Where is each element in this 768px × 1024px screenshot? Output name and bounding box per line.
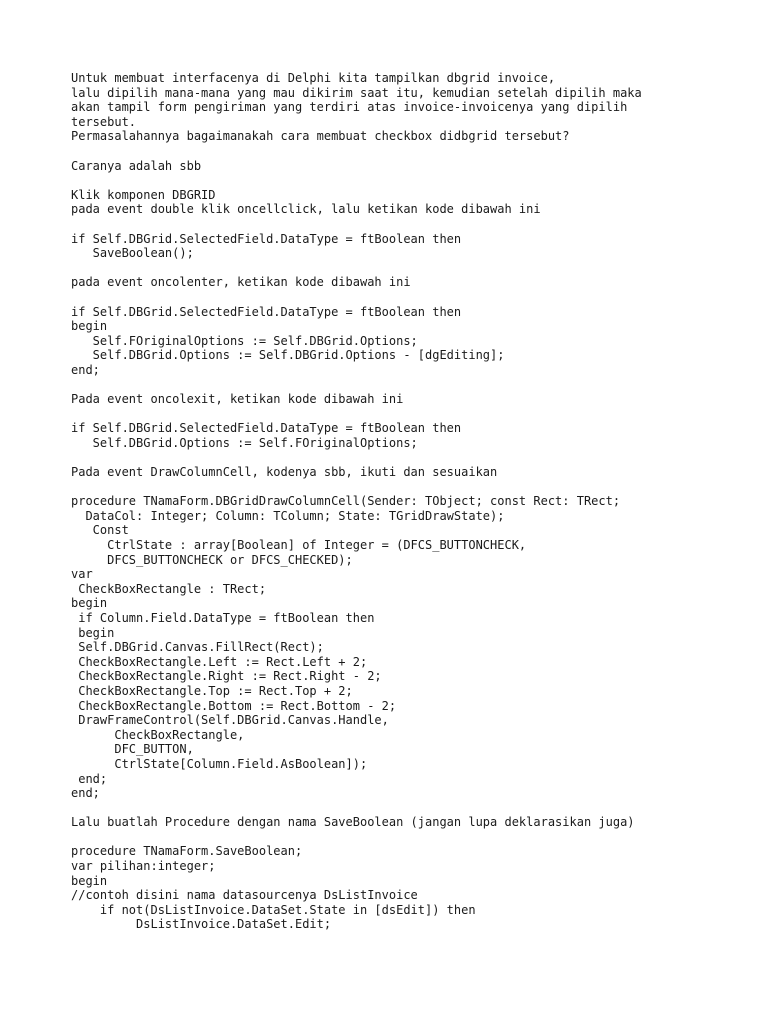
text-line: var — [71, 567, 93, 582]
text-line: Untuk membuat interfacenya di Delphi kita tampilkan dbgrid invoice, — [71, 71, 556, 85]
text-line: if not(DsListInvoice.DataSet.State in [dsEdit]) then — [71, 902, 476, 917]
text-line: if Self.DBGrid.SelectedField.DataType = ftBoolean then — [71, 421, 462, 436]
text-line: procedure TNamaForm.SaveBoolean; — [71, 844, 303, 859]
blank-line — [71, 173, 751, 188]
text-line: SaveBoolean(); — [71, 246, 194, 261]
text-line: end; — [71, 786, 100, 801]
text-line: CheckBoxRectangle.Top := Rect.Top + 2; — [71, 683, 353, 698]
text-line: CheckBoxRectangle.Right := Rect.Right - 2; — [71, 669, 382, 684]
text-line: CheckBoxRectangle : TRect; — [71, 581, 267, 596]
text-line: //contoh disini nama datasourcenya DsListInvoice — [71, 888, 418, 903]
text-line: Klik komponen DBGRID — [71, 187, 216, 202]
text-line: pada event oncolenter, ketikan kode dibawah ini — [71, 275, 411, 290]
text-line: akan tampil form pengiriman yang terdiri atas invoice-invoicenya yang dipilih — [71, 100, 628, 115]
text-line: CheckBoxRectangle, — [71, 727, 245, 742]
blank-line — [71, 480, 751, 495]
text-line: begin — [71, 873, 108, 888]
text-line: begin — [71, 596, 108, 611]
text-line: Const — [71, 523, 129, 538]
text-line: end; — [71, 362, 100, 377]
blank-line — [71, 144, 751, 159]
text-line: Pada event DrawColumnCell, kodenya sbb, ikuti dan sesuaikan — [71, 465, 498, 480]
blank-line — [71, 407, 751, 422]
blank-line — [71, 261, 751, 276]
text-line: Pada event oncolexit, ketikan kode dibawah ini — [71, 392, 404, 407]
text-line: tersebut. — [71, 114, 137, 129]
text-line: CheckBoxRectangle.Left := Rect.Left + 2; — [71, 654, 368, 669]
text-line: lalu dipilih mana-mana yang mau dikirim saat itu, kemudian setelah dipilih maka — [71, 85, 642, 100]
text-line: Self.DBGrid.Canvas.FillRect(Rect); — [71, 640, 324, 655]
text-line: DataCol: Integer; Column: TColumn; State: TGridDrawState); — [71, 508, 505, 523]
text-line: pada event double klik oncellclick, lalu ketikan kode dibawah ini — [71, 202, 541, 217]
text-line: DFC_BUTTON, — [71, 742, 194, 757]
text-line: procedure TNamaForm.DBGridDrawColumnCell(Sender: TObject; const Rect: TRect; — [71, 494, 621, 509]
text-line: Self.FOriginalOptions := Self.DBGrid.Options; — [71, 333, 418, 348]
text-line: Permasalahannya bagaimanakah cara membuat checkbox didbgrid tersebut? — [71, 129, 570, 144]
text-line: Lalu buatlah Procedure dengan nama SaveBoolean (jangan lupa deklarasikan juga) — [71, 815, 635, 830]
blank-line — [71, 830, 751, 845]
text-line: Caranya adalah sbb — [71, 158, 202, 173]
text-line: begin — [71, 625, 115, 640]
text-line: var pilihan:integer; — [71, 859, 216, 874]
text-line: CtrlState[Column.Field.AsBoolean]); — [71, 756, 368, 771]
text-line: DrawFrameControl(Self.DBGrid.Canvas.Handle, — [71, 713, 389, 728]
blank-line — [71, 801, 751, 816]
text-line: DsListInvoice.DataSet.Edit; — [71, 917, 332, 932]
text-line: begin — [71, 319, 108, 334]
blank-line — [71, 290, 751, 305]
text-line: if Column.Field.DataType = ftBoolean then — [71, 610, 375, 625]
blank-line — [71, 450, 751, 465]
text-line: DFCS_BUTTONCHECK or DFCS_CHECKED); — [71, 552, 353, 567]
blank-line — [71, 377, 751, 392]
blank-line — [71, 217, 751, 232]
text-line: if Self.DBGrid.SelectedField.DataType = ftBoolean then — [71, 304, 462, 319]
text-line: Self.DBGrid.Options := Self.FOriginalOptions; — [71, 435, 418, 450]
text-line: CtrlState : array[Boolean] of Integer = (DFCS_BUTTONCHECK, — [71, 538, 527, 552]
text-line: if Self.DBGrid.SelectedField.DataType = ftBoolean then — [71, 231, 462, 246]
text-line: Self.DBGrid.Options := Self.DBGrid.Options - [dgEditing]; — [71, 348, 505, 363]
text-line: end; — [71, 771, 108, 786]
text-line: CheckBoxRectangle.Bottom := Rect.Bottom - 2; — [71, 698, 397, 713]
document-body — [71, 71, 751, 932]
